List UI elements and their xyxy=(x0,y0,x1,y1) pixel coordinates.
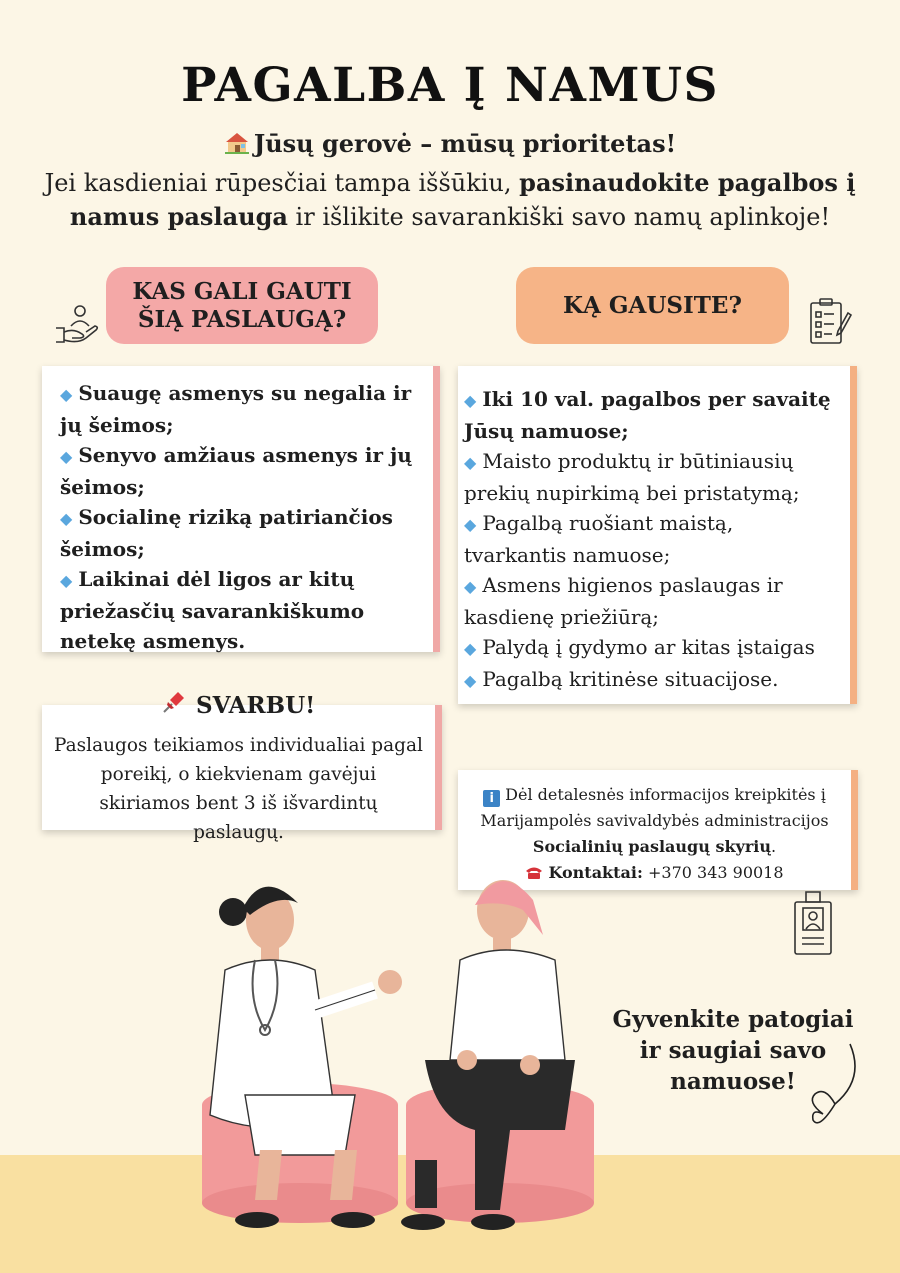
info-text1: Dėl detalesnės informacijos kreipkitės į Marijampolės savivaldybės administracijos xyxy=(480,785,829,830)
info-text xyxy=(462,782,847,860)
list-item xyxy=(464,632,840,664)
checklist-icon xyxy=(808,297,852,351)
heart-icon xyxy=(805,1042,865,1136)
page-title: PAGALBA Į NAMUS xyxy=(181,58,719,113)
get-card xyxy=(458,366,857,704)
important-heading xyxy=(160,688,320,722)
list-item xyxy=(464,570,840,632)
diamond-bullet-icon: ◆ xyxy=(464,639,477,658)
list-item-text: Iki 10 val. pagalbos per savaitę Jūsų namuose; xyxy=(464,387,831,443)
list-item xyxy=(60,440,419,502)
intro-text xyxy=(20,166,880,234)
diamond-bullet-icon: ◆ xyxy=(60,447,73,466)
get-list xyxy=(464,384,840,696)
list-item-text: Asmens higienos paslaugas ir kasdienę priežiūrą; xyxy=(464,573,783,629)
closing-line2: ir saugiai savo xyxy=(639,1037,827,1064)
intro-part1: Jei kasdieniai rūpesčiai tampa iššūkiu, xyxy=(44,169,520,197)
who-card xyxy=(42,366,440,652)
house-icon xyxy=(224,131,250,161)
list-item-text: Pagalbą kritinėse situacijose. xyxy=(482,667,779,691)
list-item xyxy=(464,446,840,508)
list-item xyxy=(464,508,840,570)
list-item-text: Socialinę riziką patiriančios šeimos; xyxy=(60,505,393,561)
id-badge-icon xyxy=(792,890,834,960)
diamond-bullet-icon: ◆ xyxy=(60,385,73,404)
pushpin-icon xyxy=(160,688,188,722)
info-text2: . xyxy=(770,837,777,856)
intro-bold: pasinaudokite pagalbos į namus paslauga xyxy=(69,168,856,231)
contact-value[interactable]: +370 343 90018 xyxy=(647,863,784,882)
diamond-bullet-icon: ◆ xyxy=(464,453,477,472)
closing-line3: namuose! xyxy=(670,1068,796,1095)
helping-hand-icon xyxy=(54,302,102,350)
subtitle xyxy=(0,129,900,161)
diamond-bullet-icon: ◆ xyxy=(464,515,477,534)
list-item xyxy=(60,502,419,564)
diamond-bullet-icon: ◆ xyxy=(60,571,73,590)
doctor-patient-illustration xyxy=(185,860,605,1244)
list-item-text: Suaugę asmenys su negalia ir jų šeimos; xyxy=(60,381,412,437)
get-heading: KĄ GAUSITE? xyxy=(516,267,789,344)
list-item xyxy=(464,384,840,446)
important-heading-text: SVARBU! xyxy=(196,691,316,719)
who-list xyxy=(60,378,419,656)
subtitle-text: Jūsų gerovė – mūsų prioritetas! xyxy=(253,129,677,158)
info-bold: Socialinių paslaugų skyrių xyxy=(532,837,771,856)
list-item xyxy=(464,664,840,696)
list-item-text: Pagalbą ruošiant maistą, tvarkantis namuose; xyxy=(464,511,734,567)
list-item xyxy=(60,378,419,440)
list-item xyxy=(60,564,419,656)
list-item-text: Maisto produktų ir būtiniausių prekių nupirkimą bei pristatymą; xyxy=(464,449,800,505)
diamond-bullet-icon: ◆ xyxy=(464,391,477,410)
contact-label: Kontaktai: xyxy=(548,863,643,882)
list-item-text: Laikinai dėl ligos ar kitų priežasčių savarankiškumo netekę asmenys. xyxy=(60,567,365,653)
diamond-bullet-icon: ◆ xyxy=(464,671,477,690)
diamond-bullet-icon: ◆ xyxy=(464,577,477,596)
diamond-bullet-icon: ◆ xyxy=(60,509,73,528)
important-text: Paslaugos teikiamos individualiai pagal poreikį, o kiekvienam gavėjui skiriamos bent 3 iš išvardintų paslaugų. xyxy=(54,735,423,843)
list-item-text: Palydą į gydymo ar kitas įstaigas xyxy=(482,635,815,659)
closing-line1: Gyvenkite patogiai xyxy=(612,1006,854,1033)
intro-part2: ir išlikite savarankiški savo namų aplinkoje! xyxy=(287,203,831,231)
important-card xyxy=(42,705,442,843)
list-item-text: Senyvo amžiaus asmenys ir jų šeimos; xyxy=(60,443,412,499)
who-heading: KAS GALI GAUTI ŠIĄ PASLAUGĄ? xyxy=(106,267,378,344)
info-icon: i xyxy=(483,790,500,807)
